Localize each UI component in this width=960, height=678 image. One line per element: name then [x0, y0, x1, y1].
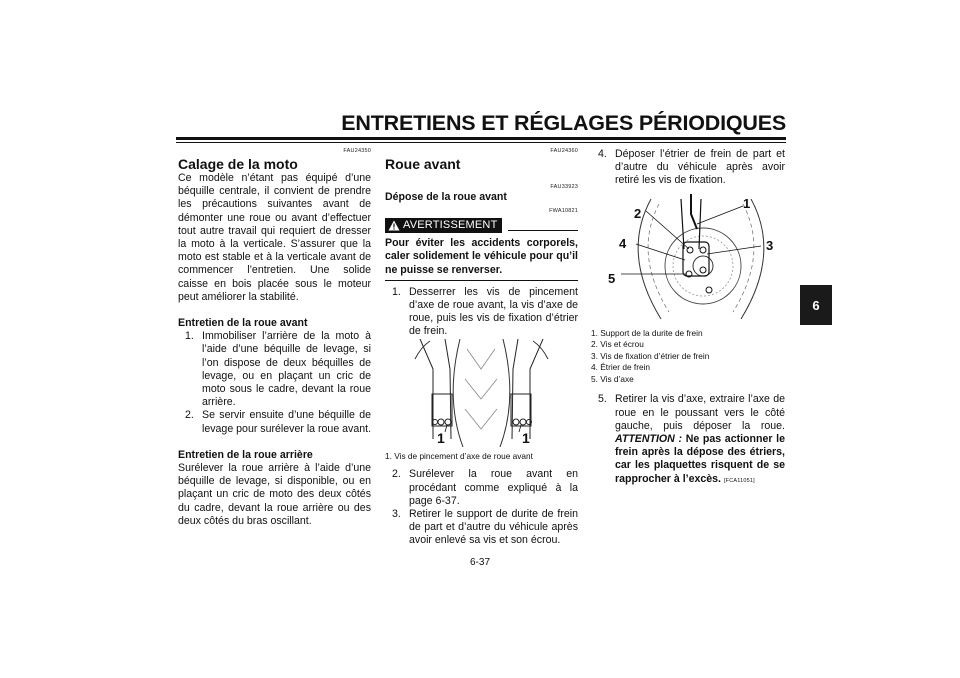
reference-code: [FCA11051] [723, 477, 755, 484]
warning-badge: AVERTISSEMENT [385, 218, 502, 233]
figure-captions [591, 328, 784, 386]
caption-item: 5. Vis d’axe [591, 373, 634, 384]
list-item: 2. Surélever la roue avant en procédant comme expliqué à la page 6-37. [392, 468, 578, 507]
attention-text: Ne pas actionner le frein après la dépose des étriers, car les plaquettes risquent de se rapprocher à l’excès. [615, 432, 785, 485]
front-wheel-figure [385, 339, 578, 463]
rear-wheel-heading: Entretien de la roue arrière [178, 448, 313, 461]
list-item: 2. Se servir ensuite d’une béquille de levage pour surélever la roue avant. [185, 409, 372, 435]
chapter-tab[interactable]: 6 [800, 285, 832, 325]
figure-label: 5 [608, 270, 616, 286]
caption-item: 3. Vis de fixation d’étrier de frein [591, 350, 710, 361]
warning-text: Pour éviter les accidents corporels, caler solidement le véhicule pour qu’il ne puisse se renverser. [385, 237, 578, 281]
reference-code: FAU33923 [550, 184, 578, 190]
steps-list [385, 286, 578, 339]
caption-item: 1. Support de la durite de frein [591, 327, 703, 338]
column-1 [178, 148, 371, 528]
intro-paragraph: Ce modèle n’étant pas équipé d’une béquille centrale, il convient de prendre les précautions suivantes avant de démonter une roue ou avant d’effectuer tout autre travail qui requiert de dresser la moto à la verticale. S’assurer que la moto est stable et à la verticale avant de commencer l’entretien. Une solide caisse en bois placée sous le moteur peut améliorer la stabilité. [178, 172, 371, 303]
figure-label: 1 [743, 195, 751, 211]
list-item: 1. Desserrer les vis de pincement d’axe de roue avant, la vis d’axe de roue, puis les vis de fixation d’étrier de frein. [392, 285, 578, 338]
steps-list [591, 148, 785, 188]
header-rule-thick [176, 137, 786, 140]
steps-list-continued [385, 468, 578, 547]
front-steps-list [178, 330, 371, 436]
figure-caption: 1. Vis de pincement d’axe de roue avant [385, 450, 533, 461]
subsection-title: Dépose de la roue avant [385, 191, 507, 203]
figure-label: 3 [766, 237, 774, 253]
list-item: 4. Déposer l’étrier de frein de part et d’autre du véhicule après avoir retiré les vis de fixation. [598, 148, 785, 187]
section-title: Calage de la moto [178, 156, 298, 172]
page-header-title: ENTRETIENS ET RÉGLAGES PÉRIODIQUES [341, 111, 786, 135]
figure-label: 2 [634, 205, 642, 221]
warning-triangle-icon [388, 220, 400, 231]
attention-label: ATTENTION : [615, 432, 683, 445]
list-item: 1. Immobiliser l’arrière de la moto à l’aide d’une béquille de levage, si l’on dispose de deux béquilles de levage, ou en plaçant un cric de moto sous le cadre, devant la roue arrière. [185, 330, 371, 409]
figure-label: 4 [619, 235, 627, 251]
column-2 [385, 148, 578, 548]
caption-item: 4. Étrier de frein [591, 362, 651, 373]
reference-code: FAU24360 [550, 148, 578, 154]
front-fork-illustration [385, 339, 578, 447]
page-number: 6-37 [469, 557, 490, 568]
section-title: Roue avant [385, 156, 461, 172]
steps-list-continued [591, 393, 785, 487]
list-item: 5. Retirer la vis d’axe, extraire l’axe de roue en le poussant vers le côté gauche, puis déposer la roue. ATTENTION : Ne pas actionner le frein après la dépose des étriers, car les plaquettes risquent de se rapprocher à l’excès. [FCA11051] [598, 393, 785, 485]
caption-item: 2. Vis et écrou [591, 339, 644, 350]
reference-code: FWA10821 [549, 208, 578, 215]
warning-header [385, 218, 578, 233]
brake-caliper-illustration [591, 194, 785, 324]
brake-caliper-figure [591, 194, 784, 386]
figure-label: 1 [522, 429, 530, 446]
header-rule-thin [176, 142, 786, 143]
rear-wheel-paragraph: Surélever la roue arrière à l’aide d’une béquille de levage, si disponible, ou en plaçant un cric de moto des deux côtés du cadre, devant la roue arrière ou des deux côtés du bras oscillant. [178, 462, 371, 527]
front-wheel-heading: Entretien de la roue avant [178, 317, 308, 330]
list-item: 3. Retirer le support de durite de frein de part et d’autre du véhicule après avoir enlevé sa vis et son écrou. [392, 507, 578, 547]
column-3 [591, 148, 785, 488]
reference-code: FAU24350 [343, 148, 371, 154]
figure-label: 1 [437, 429, 445, 446]
